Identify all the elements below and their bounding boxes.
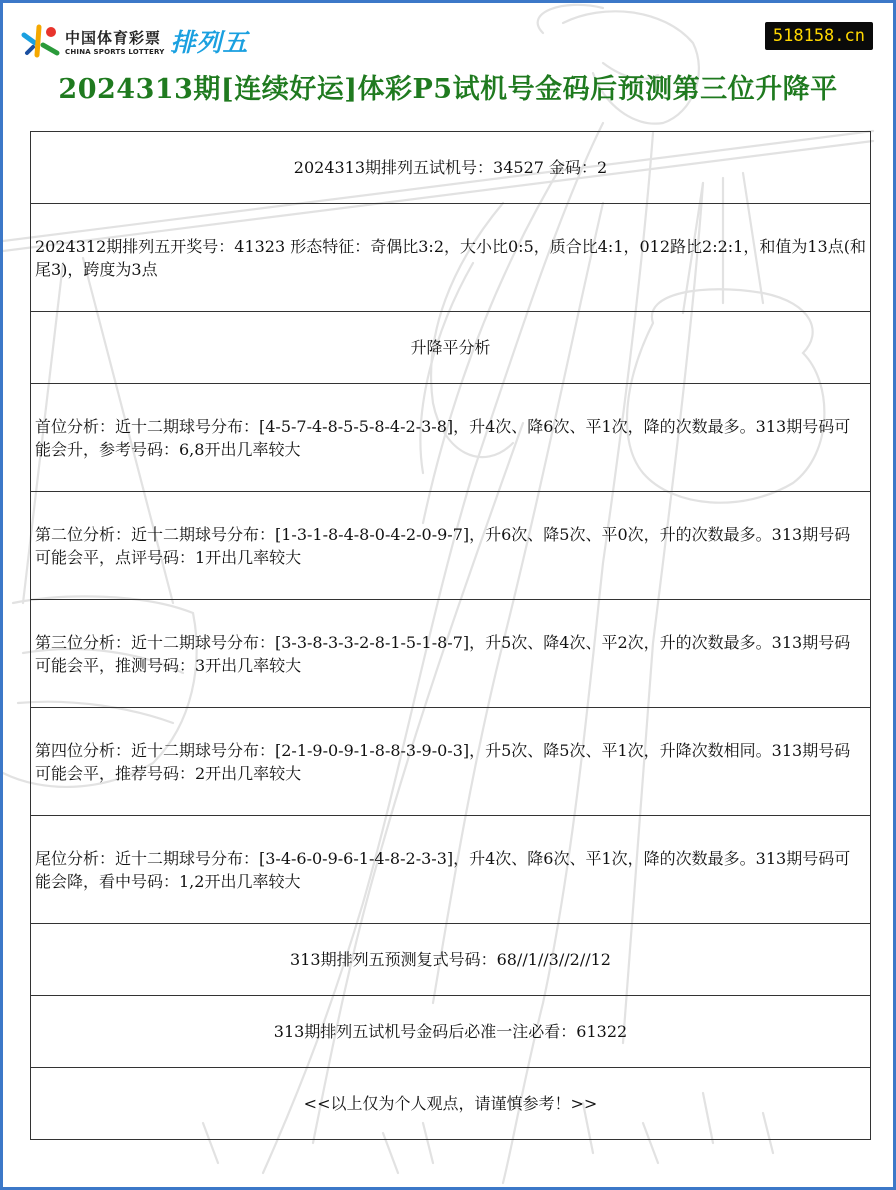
table-row: [31, 204, 871, 312]
previous-draw-cell: 2024312期排列五开奖号：41323 形态特征：奇偶比3:2，大小比0:5，质合比4:1，012路比2:2:1，和值为13点(和尾3)，跨度为3点: [31, 204, 871, 312]
table-row: [31, 492, 871, 600]
logo-english-text: CHINA SPORTS LOTTERY: [65, 47, 165, 56]
table-row: [31, 1068, 871, 1140]
game-logo-text: 排列五: [170, 28, 249, 57]
analysis-table: [30, 131, 871, 1140]
second-position-analysis-cell: 第二位分析：近十二期球号分布：[1-3-1-8-4-8-0-4-2-0-9-7]，升6次、降5次、平0次，升的次数最多。313期号码可能会平，点评号码：1开出几率较大: [31, 492, 871, 600]
last-position-analysis-cell: 尾位分析：近十二期球号分布：[3-4-6-0-9-6-1-4-8-2-3-3]，升4次、降6次、平1次，降的次数最多。313期号码可能会降，看中号码：1,2开出几率较大: [31, 816, 871, 924]
single-prediction-cell: 313期排列五试机号金码后必准一注必看：61322: [31, 996, 871, 1068]
sports-lottery-logo: [21, 21, 249, 61]
section-heading-cell: 升降平分析: [31, 312, 871, 384]
compound-prediction-cell: 313期排列五预测复式号码：68//1//3//2//12: [31, 924, 871, 996]
table-row: [31, 384, 871, 492]
table-row: [31, 600, 871, 708]
third-position-analysis-cell: 第三位分析：近十二期球号分布：[3-3-8-3-3-2-8-1-5-1-8-7]，升5次、降4次、平2次，升的次数最多。313期号码可能会平，推测号码：3开出几率较大: [31, 600, 871, 708]
table-row: [31, 996, 871, 1068]
fourth-position-analysis-cell: 第四位分析：近十二期球号分布：[2-1-9-0-9-1-8-8-3-9-0-3]，升5次、降5次、平1次，升降次数相同。313期号码可能会平，推荐号码：2开出几率较大: [31, 708, 871, 816]
sports-lottery-logo-icon: [21, 23, 61, 59]
first-position-analysis-cell: 首位分析：近十二期球号分布：[4-5-7-4-8-5-5-8-4-2-3-8]，升4次、降6次、平1次，降的次数最多。313期号码可能会升，参考号码：6,8开出几率较大: [31, 384, 871, 492]
page-title: 2024313期[连续好运]体彩P5试机号金码后预测第三位升降平: [58, 74, 838, 105]
logo-chinese-text: 中国体育彩票: [65, 28, 162, 47]
site-badge[interactable]: 518158.cn: [765, 22, 873, 50]
disclaimer-cell: <<以上仅为个人观点，请谨慎参考！>>: [31, 1068, 871, 1140]
table-row: [31, 132, 871, 204]
trial-number-cell: 2024313期排列五试机号：34527 金码：2: [31, 132, 871, 204]
table-row: [31, 816, 871, 924]
table-row: [31, 924, 871, 996]
table-row: [31, 708, 871, 816]
table-row: [31, 312, 871, 384]
